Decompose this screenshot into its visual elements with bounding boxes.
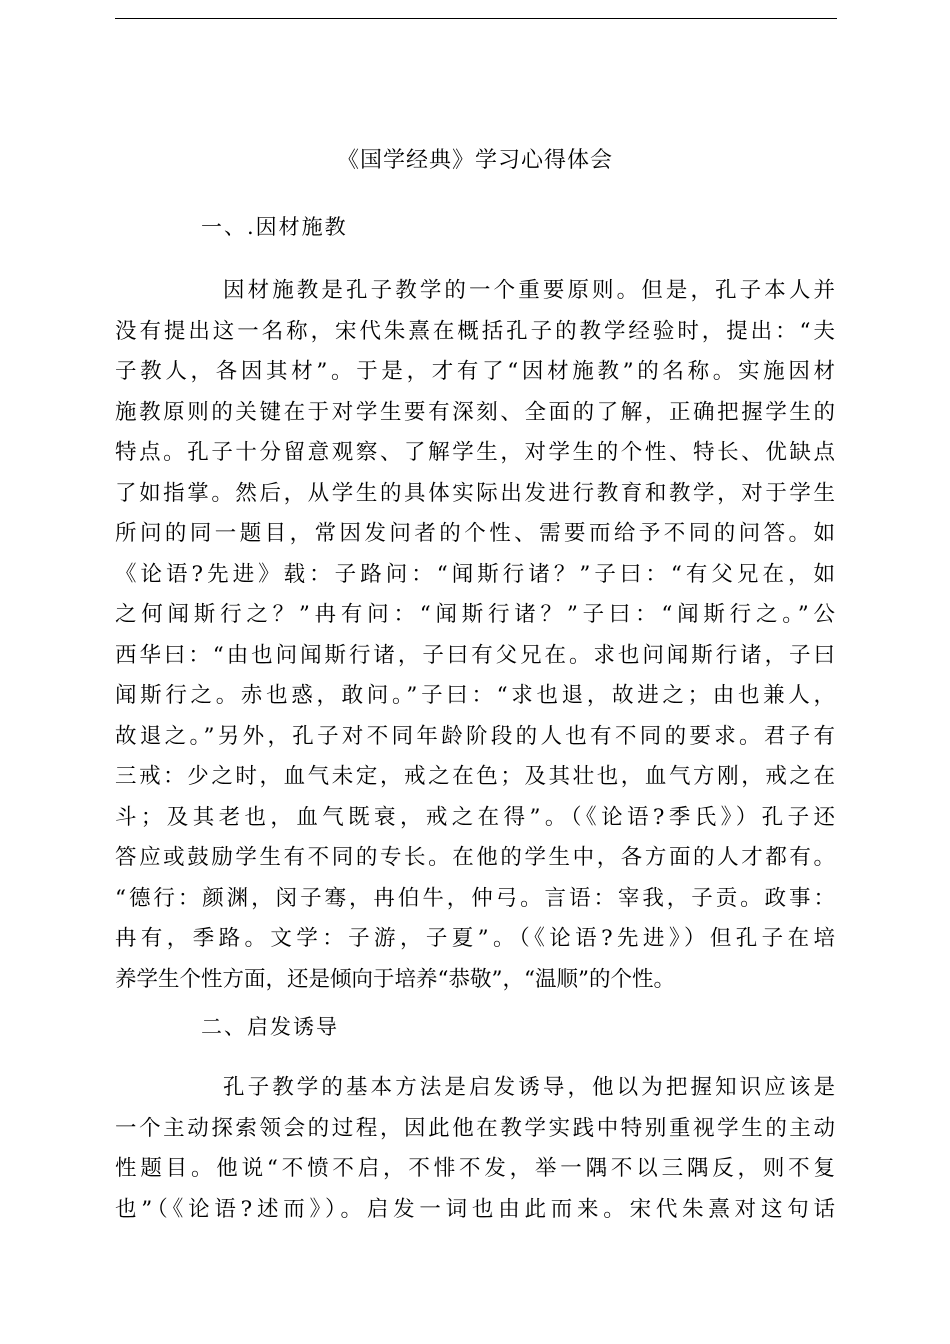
paragraph-line: 斗；及其老也，血气既衰，戒之在得”。（《论语?季氏》）孔子还 <box>115 804 835 830</box>
section-1-paragraph <box>115 271 835 1000</box>
paragraph-line: 养学生个性方面，还是倾向于培养“恭敬”，“温顺”的个性。 <box>115 966 675 992</box>
paragraph-line: 了如指掌。然后，从学生的具体实际出发进行教育和教学，对于学生 <box>115 480 835 506</box>
paragraph-line: “德行：颜渊，闵子骞，冉伯牛，仲弓。言语：宰我，子贡。政事： <box>115 885 835 911</box>
paragraph-line: 闻斯行之。赤也惑，敢问。”子曰：“求也退，故进之；由也兼人， <box>115 683 835 708</box>
section-2-paragraph <box>115 1068 835 1230</box>
section-heading-1: 一、.因材施教 <box>201 215 348 239</box>
paragraph-line: 答应或鼓励学生有不同的专长。在他的学生中，各方面的人才都有。 <box>115 845 835 870</box>
paragraph-line: 三戒：少之时，血气未定，戒之在色；及其壮也，血气方刚，戒之在 <box>115 764 835 789</box>
paragraph-line: 施教原则的关键在于对学生要有深刻、全面的了解，正确把握学生的 <box>115 399 835 425</box>
paragraph-line: 特点。孔子十分留意观察、了解学生，对学生的个性、特长、优缺点 <box>115 440 835 465</box>
paragraph-line: 孔子教学的基本方法是启发诱导，他以为把握知识应该是 <box>223 1075 835 1100</box>
paragraph-line: 子教人，各因其材”。于是，才有了“因材施教”的名称。实施因材 <box>115 359 835 384</box>
paragraph-line: 故退之。”另外，孔子对不同年龄阶段的人也有不同的要求。君子有 <box>115 723 835 749</box>
section-heading-2: 二、启发诱导 <box>201 1015 339 1039</box>
paragraph-line: 所问的同一题目，常因发问者的个性、需要而给予不同的问答。如 <box>115 521 835 546</box>
paragraph-line: 一个主动探索领会的过程，因此他在教学实践中特别重视学生的主动 <box>115 1115 835 1141</box>
paragraph-line: 西华曰：“由也问闻斯行诸，子曰有父兄在。求也问闻斯行诸，子曰 <box>115 642 835 668</box>
paragraph-line: 因材施教是孔子教学的一个重要原则。但是，孔子本人并 <box>223 278 835 303</box>
paragraph-line: 也”（《论语?述而》）。启发一词也由此而来。宋代朱熹对这句话 <box>115 1196 835 1222</box>
document-title: 《国学经典》学习心得体会 <box>336 148 613 173</box>
paragraph-line: 《论语?先进》载：子路问：“闻斯行诸？”子曰：“有父兄在，如 <box>115 561 835 587</box>
paragraph-line: 性题目。他说“不愤不启，不悱不发，举一隅不以三隅反，则不复 <box>115 1156 835 1181</box>
paragraph-line: 之何闻斯行之？”冉有问：“闻斯行诸？”子曰：“闻斯行之。”公 <box>115 602 835 627</box>
header-rule <box>115 18 837 19</box>
paragraph-line: 没有提出这一名称，宋代朱熹在概括孔子的教学经验时，提出：“夫 <box>115 318 835 344</box>
paragraph-line: 冉有，季路。文学：子游，子夏”。（《论语?先进》）但孔子在培 <box>115 926 835 951</box>
